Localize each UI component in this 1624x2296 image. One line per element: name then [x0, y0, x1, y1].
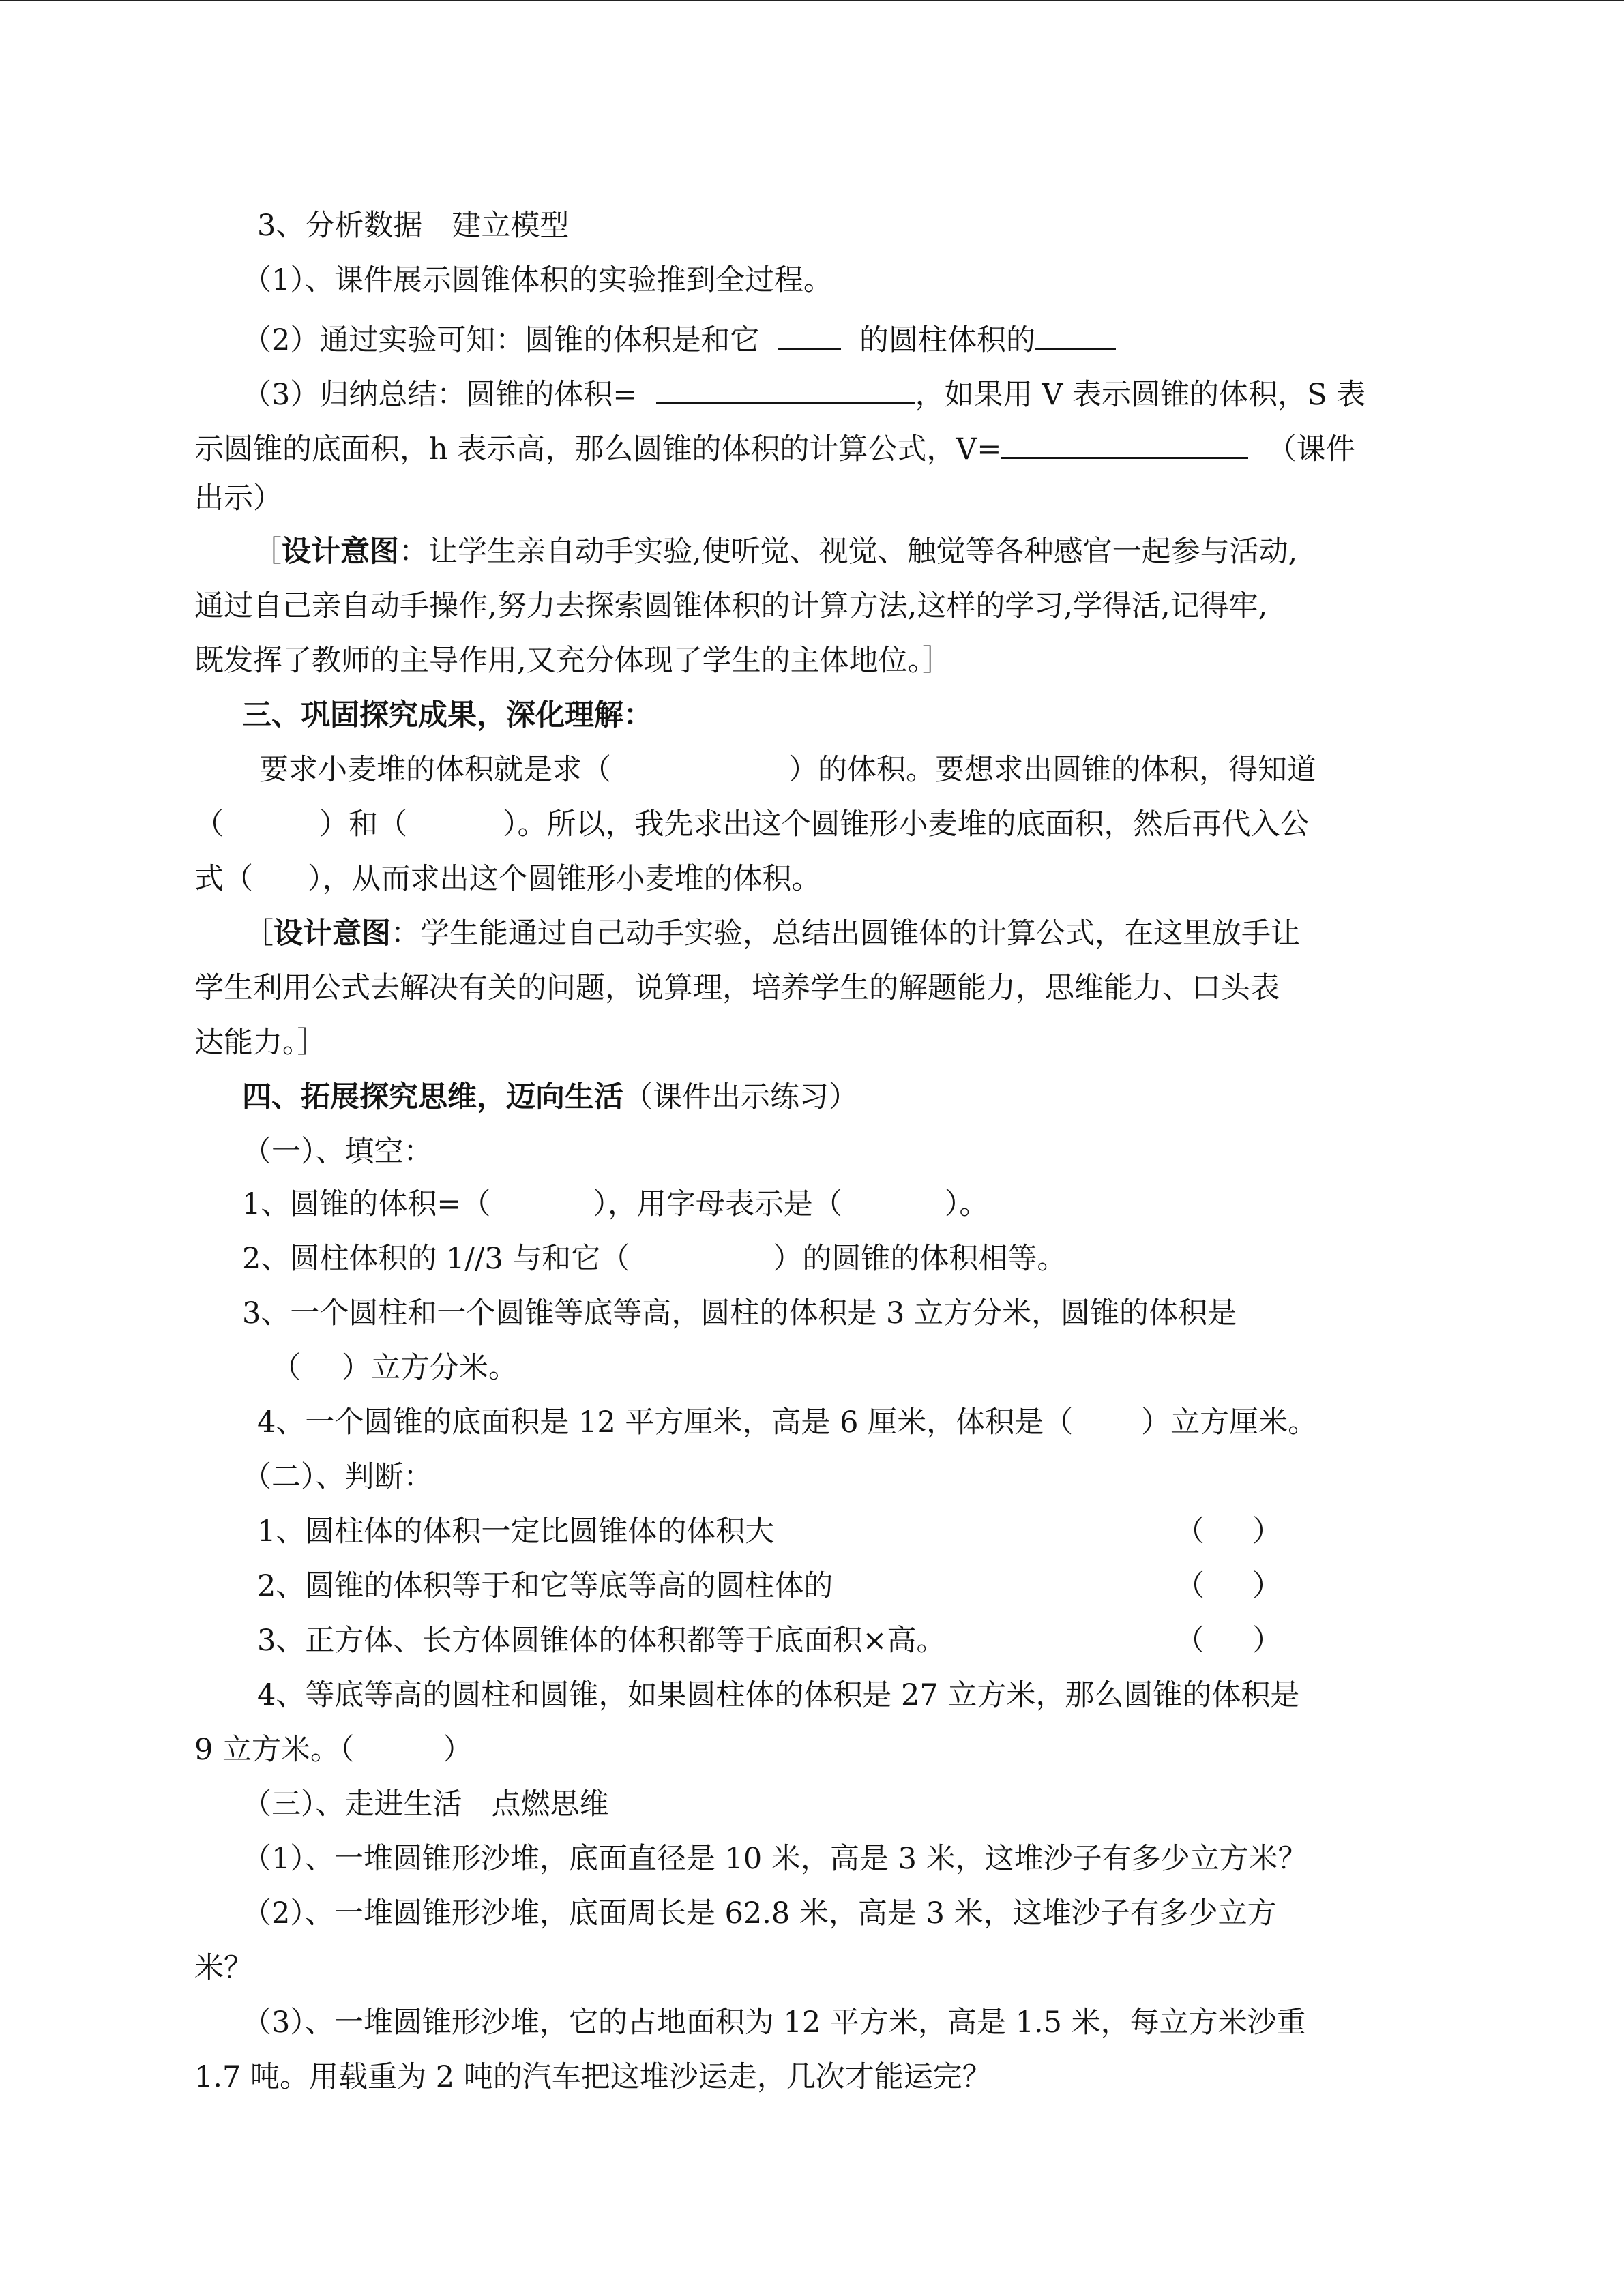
- judge-question-cont: 9 立方米。（ ）: [194, 1733, 473, 1767]
- page-top-border: [0, 0, 1624, 1]
- answer-blank: [1035, 320, 1116, 350]
- answer-blank: [656, 375, 915, 404]
- judge-question: 3、正方体、长方体圆锥体的体积都等于底面积×高。: [257, 1624, 946, 1658]
- design-intent-line: 通过自己亲自动手操作,努力去探索圆锥体积的计算方法,这样的学习,学得活,记得牢,: [194, 589, 1268, 623]
- design-intent-line: 达能力。］: [194, 1026, 327, 1060]
- paragraph-line: （1）、课件展示圆锥体积的实验推到全过程。: [242, 263, 833, 297]
- answer-blank: [1001, 430, 1248, 459]
- design-intent-line: 学生利用公式去解决有关的问题，说算理，培养学生的解题能力，思维能力、口头表: [194, 971, 1280, 1005]
- fill-question-cont: （ ）立方分米。: [271, 1351, 518, 1385]
- fill-question: 1、圆锥的体积=（ ），用字母表示是（ ）。: [242, 1187, 989, 1221]
- paragraph-line: 出示）: [194, 481, 282, 516]
- paragraph-line: 要求小麦堆的体积就是求（ ）的体积。要想求出圆锥的体积，得知道: [259, 753, 1316, 787]
- subsection-heading: （一）、填空：: [242, 1135, 433, 1169]
- paragraph-line: （2）通过实验可知：圆锥的体积是和它 的圆柱体积的: [242, 320, 1116, 355]
- fill-question: 2、圆柱体积的 1//3 与和它（ ）的圆锥的体积相等。: [242, 1242, 1067, 1276]
- section-heading: 三、巩固探究成果，深化理解：: [242, 698, 653, 732]
- fill-question: 3、一个圆柱和一个圆锥等底等高，圆柱的体积是 3 立方分米，圆锥的体积是: [242, 1296, 1237, 1330]
- section-heading: 3、分析数据 建立模型: [257, 209, 570, 243]
- word-problem-cont: 1.7 吨。用载重为 2 吨的汽车把这堆沙运走，几次才能运完？: [194, 2060, 992, 2094]
- subsection-heading: （三）、走进生活 点燃思维: [242, 1787, 609, 1821]
- design-intent-note: ［设计意图：让学生亲自动手实验,使听觉、视觉、触觉等各种感官一起参与活动,: [252, 535, 1298, 569]
- judge-question: 1、圆柱体的体积一定比圆锥体的体积大: [257, 1515, 775, 1549]
- subsection-heading: （二）、判断：: [242, 1460, 433, 1494]
- word-problem: （2）、一堆圆锥形沙堆，底面周长是 62.8 米，高是 3 米，这堆沙子有多少立方: [242, 1896, 1277, 1930]
- word-problem-cont: 米？: [194, 1951, 253, 1985]
- judge-question: 4、等底等高的圆柱和圆锥，如果圆柱体的体积是 27 立方米，那么圆锥的体积是: [257, 1678, 1300, 1712]
- word-problem: （3）、一堆圆锥形沙堆，它的占地面积为 12 平方米，高是 1.5 米，每立方米沙重: [242, 2006, 1306, 2040]
- answer-paren: （ ）: [1175, 1515, 1282, 1549]
- judge-question: 2、圆锥的体积等于和它等底等高的圆柱体的: [257, 1569, 833, 1603]
- paragraph-line: （ ）和（ ）。所以，我先求出这个圆锥形小麦堆的底面积，然后再代入公: [194, 807, 1310, 841]
- paragraph-line: 式（ ），从而求出这个圆锥形小麦堆的体积。: [194, 862, 821, 896]
- answer-blank: [778, 320, 841, 350]
- word-problem: （1）、一堆圆锥形沙堆，底面直径是 10 米，高是 3 米，这堆沙子有多少立方米？: [242, 1842, 1308, 1876]
- answer-paren: （ ）: [1175, 1569, 1282, 1603]
- paragraph-line: （3）归纳总结：圆锥的体积= ，如果用 V 表示圆锥的体积，S 表: [242, 375, 1365, 410]
- fill-question: 4、一个圆锥的底面积是 12 平方厘米，高是 6 厘米，体积是（ ）立方厘米。: [257, 1405, 1318, 1440]
- answer-paren: （ ）: [1175, 1624, 1282, 1658]
- section-heading: 四、拓展探究思维，迈向生活（课件出示练习）: [242, 1080, 858, 1114]
- paragraph-line: 示圆锥的底面积，h 表示高，那么圆锥的体积的计算公式，V= （课件: [194, 430, 1355, 464]
- design-intent-line: 既发挥了教师的主导作用,又充分体现了学生的主体地位。］: [194, 644, 952, 678]
- design-intent-note: ［设计意图：学生能通过自己动手实验，总结出圆锥体的计算公式，在这里放手让: [244, 916, 1300, 951]
